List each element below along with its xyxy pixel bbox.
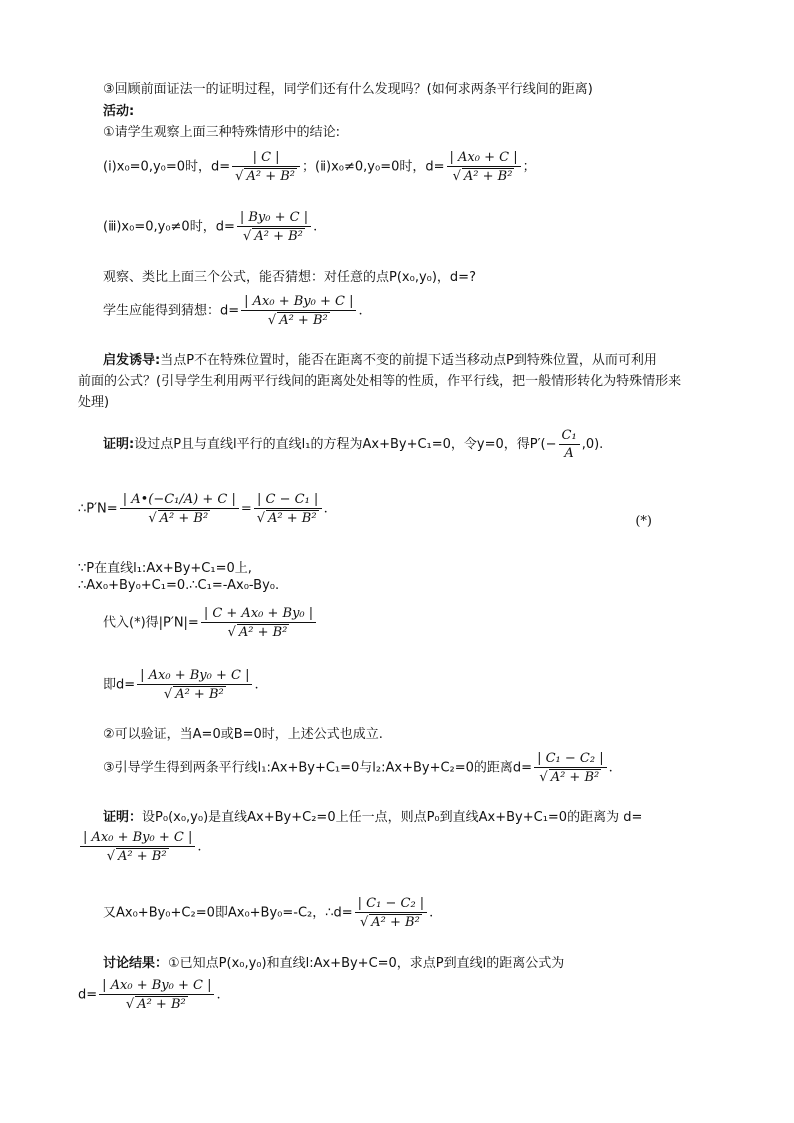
also-line: 又Ax₀+By₀+C₂=0即Ax₀+By₀=-C₂，∴d= $\frac{\text{| C₁ − C₂ |}}{\text{√ A² + B²}}$ . [103,896,434,930]
para-review: ③回顾前面证法一的证明过程，同学们还有什么发现吗？(如何求两条平行线间的距离) [103,82,593,97]
c1c2-fraction: $\frac{\text{| C₁ − C₂ |}}{\text{√ A² + B²}}$ [534,751,607,785]
case2-denominator: A² + B² [463,169,513,184]
para-verify: ②可以验证，当A=0或B=0时，上述公式也成立. [103,727,383,742]
case3-label: (ⅲ)x₀=0,y₀≠0时，d= [103,219,235,235]
substitute-line: 代入(*)得|P′N|= $\frac{\text{| C + Ax₀ + By₀ |}}{\text{√ A² + B²}}$ [103,606,794,640]
discussion-formula: d= $\frac{\text{| Ax₀ + By₀ + C |}}{\text{√ A² + B²}}$ . [78,978,221,1012]
equation-tag-star: (*) [635,514,652,529]
subst-fraction: $\frac{\text{| C + Ax₀ + By₀ |}}{\text{√ A² + B²}}$ [201,606,316,640]
hint-line-1: 启发诱导:当点P不在特殊位置时，能否在距离不变的前提下适当移动点P到特殊位置，从而可利用 [103,353,657,368]
conjecture-formula: 学生应能得到猜想：d= $\frac{\text{| Ax₀ + By₀ + C |}}{\text{√ A² + B²}}$ . [103,294,363,328]
case1-fraction: $\frac{| C |}{\text{√ A² + B²}}$ [232,150,300,184]
case2-numerator: | Ax₀ + C | [447,150,521,167]
hint-line-2: 前面的公式？(引导学生利用两平行线间的距离处处相等的性质，作平行线，把一般情形转化为特殊情形来 [78,374,682,389]
hint-heading: 启发诱导: [103,353,161,368]
therefore-line: ∴Ax₀+By₀+C₁=0.∴C₁=-Ax₀-By₀. [78,578,280,593]
case1-denominator: A² + B² [246,169,295,184]
para-conjecture-q: 观察、类比上面三个公式，能否猜想：对任意的点P(x₀,y₀)，d=? [103,270,476,285]
proof2-fraction-line: $\frac{\text{| Ax₀ + By₀ + C |}}{\text{√ A² + B²}}$ . [78,830,794,864]
case3-numerator: | By₀ + C | [237,210,311,227]
case1-label: (ⅰ)x₀=0,y₀=0时，d= [103,159,231,175]
semicolon: ； [522,159,536,175]
proof2-line: 证明：设P₀(x₀,y₀)是直线Ax+By+C₂=0上任一点，则点P₀到直线Ax+By+C₁=0的距离为 d= [103,810,643,825]
pn-fraction-2: $\frac{\text{| C − C₁ |}}{\text{√ A² + B²}}$ [254,492,322,526]
pn-equation: ∴P′N= $\frac{\text{| A•(−C₁/A) + C |}}{\text{√ A² + B²}}$ = $\frac{\text{| C − C₁ |}}{\text{√ A² + B²}}$ . [78,492,328,526]
proof2-heading: 证明： [103,810,143,825]
discussion-heading: 讨论结果： [103,956,169,971]
discussion-line: 讨论结果：①已知点P(x₀,y₀)和直线l:Ax+By+C=0，求点P到直线l的距离公式为 [103,956,565,971]
pn-fraction-1: $\frac{\text{| A•(−C₁/A) + C |}}{\text{√ A² + B²}}$ [120,492,239,526]
general-fraction: $\frac{\text{| Ax₀ + By₀ + C |}}{\text{√ A² + B²}}$ [241,294,356,328]
case3-denominator: A² + B² [254,229,303,244]
parallel-distance-line: ③引导学生得到两条平行线l₁:Ax+By+C₁=0与l₂:Ax+By+C₂=0的距离d= $\frac{\text{| C₁ − C₂ |}}{\text{√ A² + B²}}$ . [103,751,613,785]
case2-fraction: $\frac{\text{| Ax₀ + C |}}{\text{√ A² + B²}}$ [447,150,521,184]
case3-fraction: $\frac{\text{| By₀ + C |}}{\text{√ A² + B²}}$ [237,210,311,244]
proof-line-1: 证明:设过点P且与直线l平行的直线l₁的方程为Ax+By+C₁=0，令y=0，得P′(− $\frac{\text{C₁}}{A}$ ,0). [103,428,604,461]
also-fraction: $\frac{\text{| C₁ − C₂ |}}{\text{√ A² + B²}}$ [355,896,428,930]
ji-line: 即d= $\frac{\text{| Ax₀ + By₀ + C |}}{\text{√ A² + B²}}$ . [103,668,259,702]
activity-heading: 活动: [103,104,135,119]
final-fraction: $\frac{\text{| Ax₀ + By₀ + C |}}{\text{√ A² + B²}}$ [99,978,214,1012]
because-line: ∵P在直线l₁:Ax+By+C₁=0上, [78,561,252,576]
case-3: (ⅲ)x₀=0,y₀≠0时，d= $\frac{\text{| By₀ + C |}}{\text{√ A² + B²}}$ . [103,210,318,244]
case1-numerator: | C | [232,150,300,167]
hint-line-3: 处理) [78,395,110,410]
proof2-fraction: $\frac{\text{| Ax₀ + By₀ + C |}}{\text{√ A² + B²}}$ [80,830,195,864]
case2-label: ；(ⅱ)x₀≠0,y₀=0时，d= [302,159,445,175]
cases-1-2 [103,150,794,184]
proof-heading: 证明: [103,437,135,452]
ji-fraction: $\frac{\text{| Ax₀ + By₀ + C |}}{\text{√ A² + B²}}$ [137,668,252,702]
c1-over-a: $\frac{\text{C₁}}{A}$ [559,428,580,461]
para-observe: ①请学生观察上面三种特殊情形中的结论: [103,125,341,140]
